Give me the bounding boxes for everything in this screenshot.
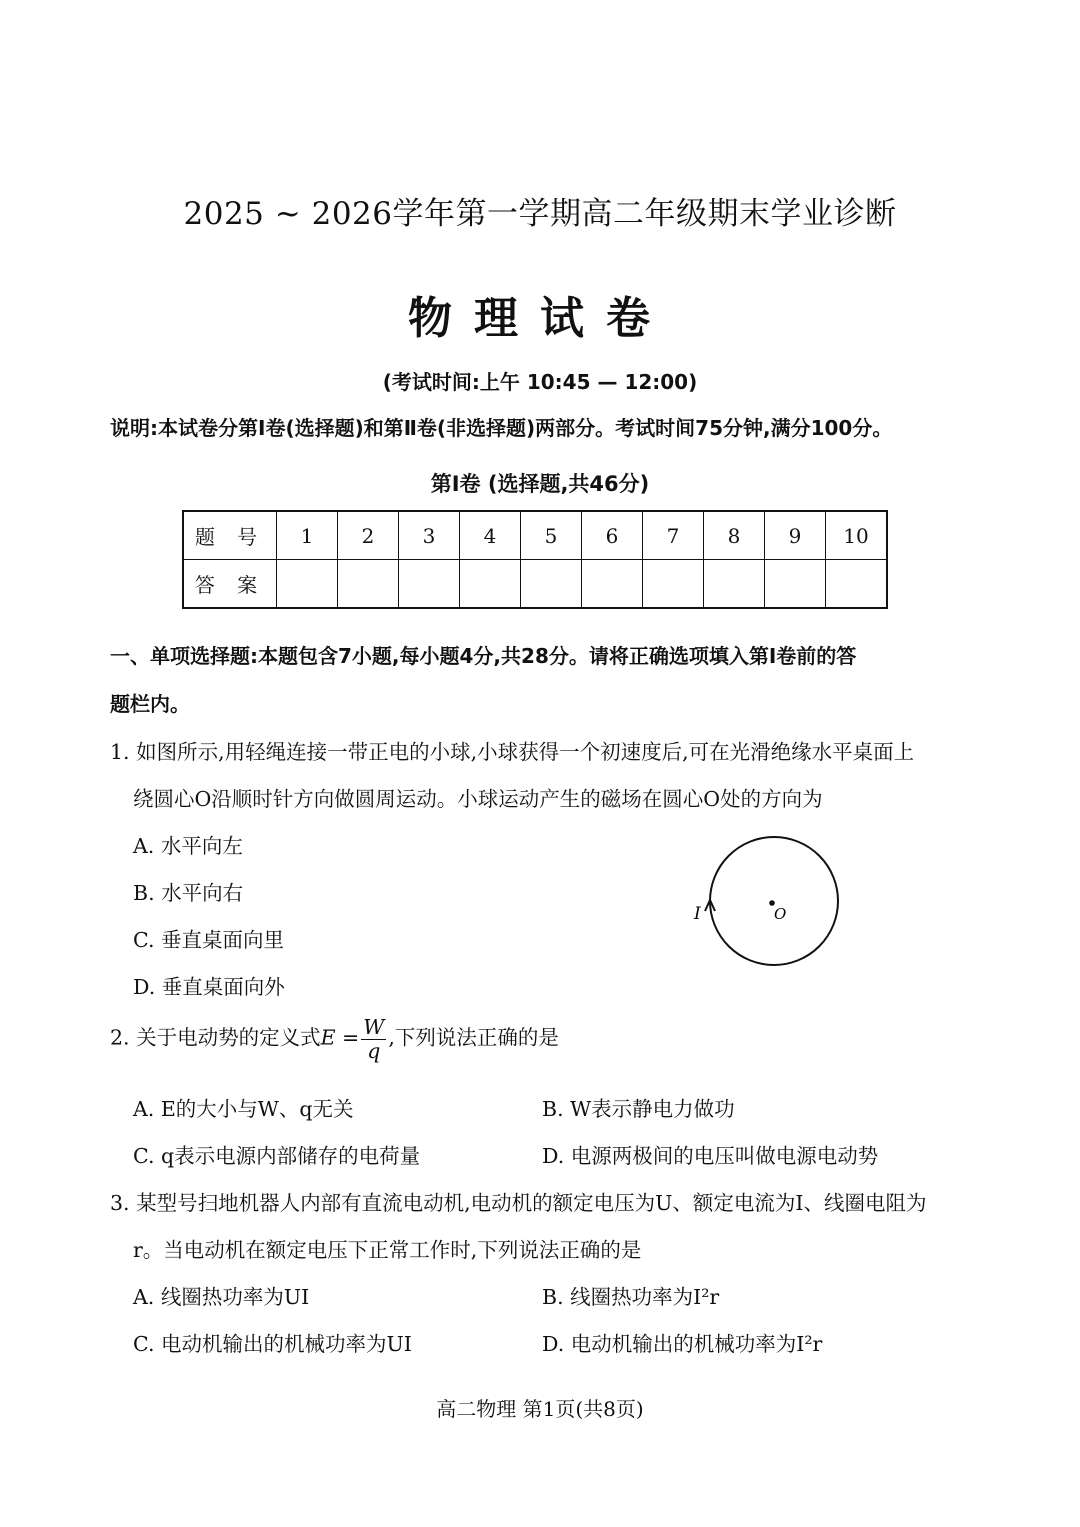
q3-option-d: D. 电动机输出的机械功率为I²r	[542, 1332, 823, 1356]
answer-table-number: 8	[704, 511, 765, 560]
answer-table-number: 1	[277, 511, 338, 560]
section-1-heading-cont: 题栏内。	[110, 692, 190, 716]
answer-cell	[643, 560, 704, 609]
section-1-heading: 一、单项选择题:本题包含7小题,每小题4分,共28分。请将正确选项填入第Ⅰ卷前的答	[110, 644, 857, 668]
answer-cell	[399, 560, 460, 609]
answer-cell	[582, 560, 643, 609]
q2-option-a: A. E的大小与W、q无关	[133, 1097, 354, 1121]
q1-stem: 1. 如图所示,用轻绳连接一带正电的小球,小球获得一个初速度后,可在光滑绝缘水平桌面上	[110, 740, 915, 764]
q1-option-d: D. 垂直桌面向外	[133, 975, 285, 999]
exam-time: (考试时间:上午 10:45 — 12:00)	[382, 370, 698, 394]
center-label: O	[774, 905, 787, 923]
q3-stem: 3. 某型号扫地机器人内部有直流电动机,电动机的额定电压为U、额定电流为I、线圈电阻为	[110, 1191, 927, 1215]
answer-cell	[826, 560, 888, 609]
answer-cell	[521, 560, 582, 609]
q1-option-b: B. 水平向右	[133, 881, 244, 905]
answer-table-header-label: 题 号	[183, 511, 277, 560]
q2-formula-numerator: W	[363, 1015, 385, 1039]
orbit-circle	[710, 837, 838, 965]
q1-option-a: A. 水平向左	[133, 834, 243, 858]
q2-stem-prefix: 2. 关于电动势的定义式	[110, 1025, 321, 1050]
exam-note: 说明:本试卷分第Ⅰ卷(选择题)和第Ⅱ卷(非选择题)两部分。考试时间75分钟,满分100分。	[110, 416, 893, 440]
answer-cell	[765, 560, 826, 609]
answer-table	[182, 510, 888, 609]
answer-cell	[277, 560, 338, 609]
answer-table-answer-label: 答 案	[183, 560, 277, 609]
answer-table-number: 2	[338, 511, 399, 560]
answer-table-number: 6	[582, 511, 643, 560]
answer-table-answer-row	[183, 560, 887, 609]
q3-stem-cont: r。当电动机在额定电压下正常工作时,下列说法正确的是	[133, 1238, 642, 1262]
q3-option-c: C. 电动机输出的机械功率为UI	[133, 1332, 412, 1356]
q2-option-c: C. q表示电源内部储存的电荷量	[133, 1144, 421, 1168]
q2-option-b: B. W表示静电力做功	[542, 1097, 735, 1121]
answer-table-number: 10	[826, 511, 888, 560]
answer-table-number: 4	[460, 511, 521, 560]
answer-table-number: 7	[643, 511, 704, 560]
answer-cell	[338, 560, 399, 609]
answer-table-number: 9	[765, 511, 826, 560]
answer-table-number: 5	[521, 511, 582, 560]
q3-option-b: B. 线圈热功率为I²r	[542, 1285, 720, 1309]
current-label: I	[694, 904, 701, 924]
q2-stem-suffix: ,下列说法正确的是	[388, 1025, 559, 1050]
answer-cell	[704, 560, 765, 609]
answer-table-number: 3	[399, 511, 460, 560]
answer-cell	[460, 560, 521, 609]
q1-option-c: C. 垂直桌面向里	[133, 928, 284, 952]
q2-formula-denominator: q	[367, 1038, 381, 1063]
q2-formula-lhs: E =	[320, 1025, 360, 1050]
exam-title: 2025 ~ 2026学年第一学期高二年级期末学业诊断	[183, 196, 897, 232]
volume-title: 第Ⅰ卷 (选择题,共46分)	[430, 472, 650, 496]
q2-option-d: D. 电源两极间的电压叫做电源电动势	[542, 1144, 879, 1168]
q1-stem-cont: 绕圆心O沿顺时针方向做圆周运动。小球运动产生的磁场在圆心O处的方向为	[133, 787, 823, 811]
subject-title: 物理试卷	[408, 293, 672, 344]
circular-motion-figure	[690, 832, 850, 972]
q3-option-a: A. 线圈热功率为UI	[133, 1285, 310, 1309]
q2-stem	[110, 1016, 559, 1062]
q2-formula-fraction	[361, 1016, 386, 1062]
page-footer: 高二物理 第1页(共8页)	[436, 1397, 644, 1421]
answer-table-header-row	[183, 511, 887, 560]
